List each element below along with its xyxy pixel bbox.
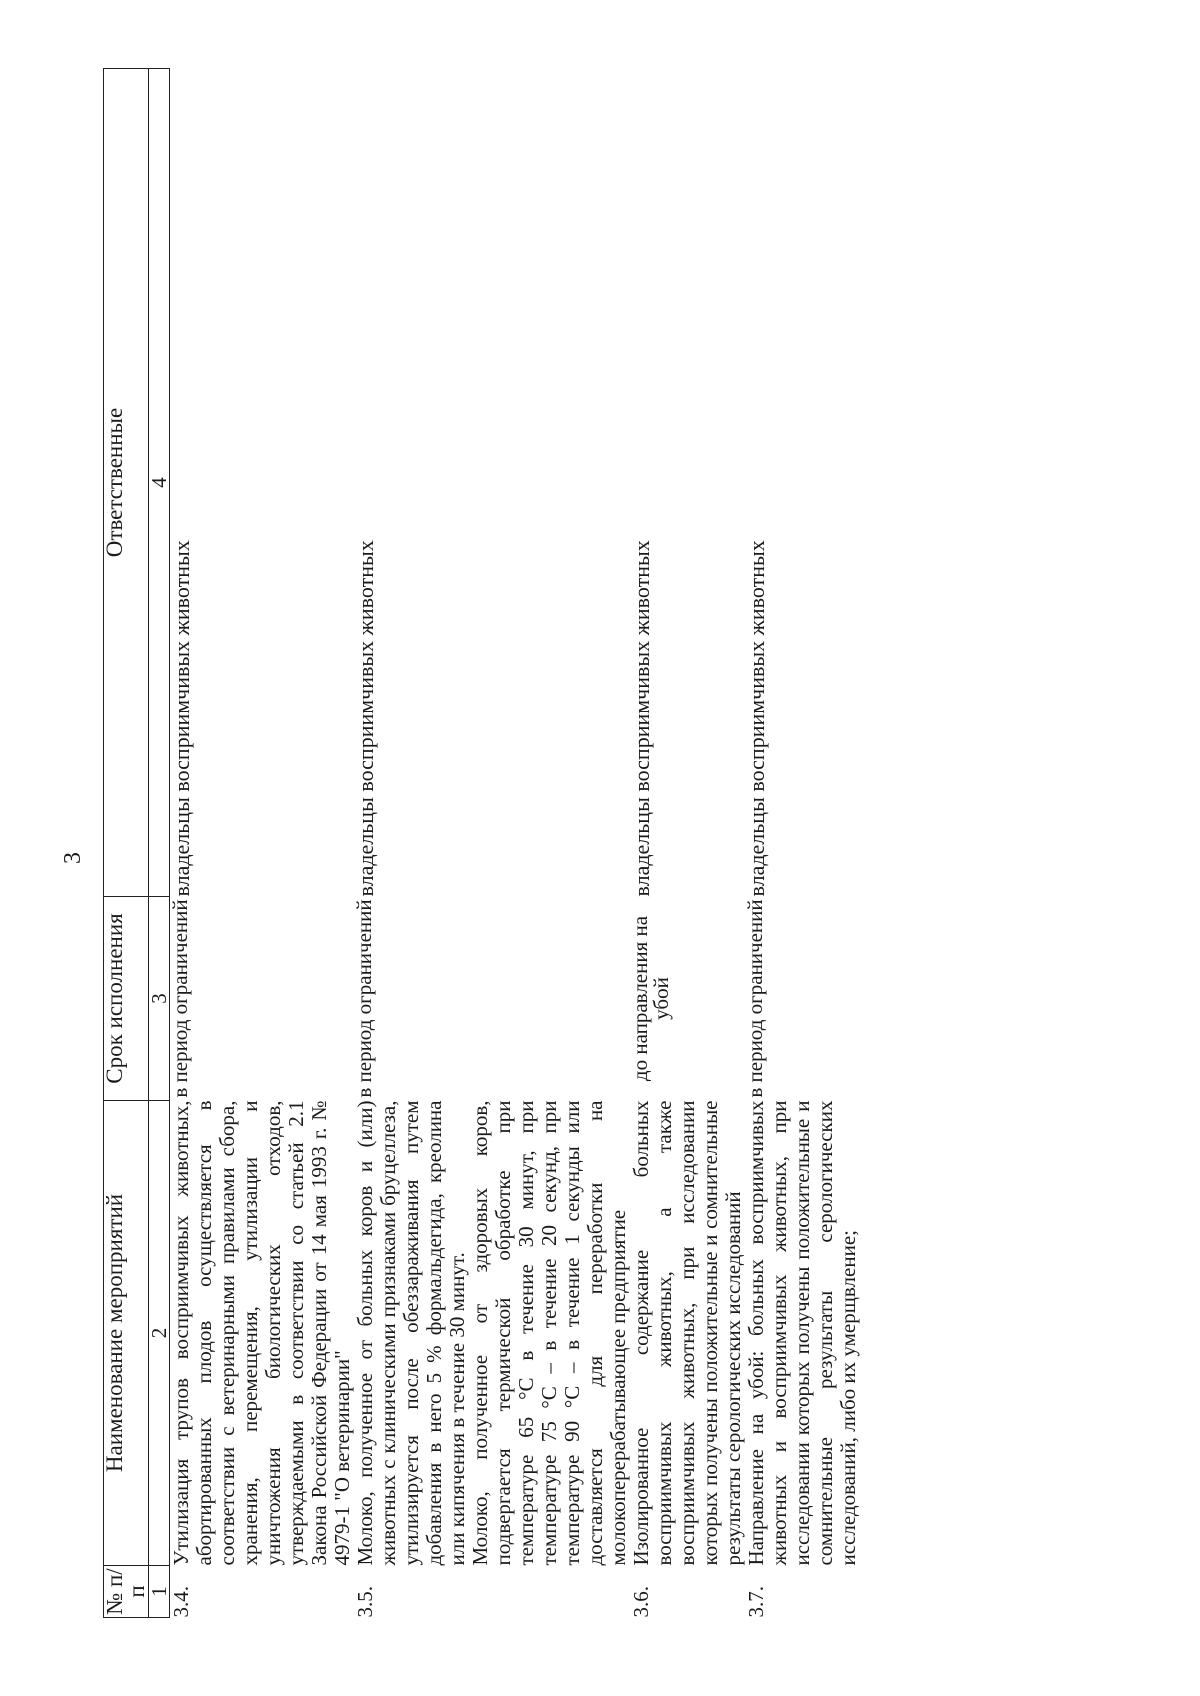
column-number: 3 (149, 897, 170, 1101)
header-term: Срок исполнения (104, 897, 149, 1101)
measure-term: в период ограничений (352, 899, 376, 1098)
table-row (354, 69, 630, 1618)
column-number: 1 (149, 1566, 170, 1618)
measure-text: Изолированное содержание больных восприимчивых животных, а также восприимчивых животных, при исследовании которых получены положительные и сомнительные результаты серологических исследований (629, 1100, 745, 1566)
measure-term: в период ограничений (168, 899, 192, 1098)
measure-text-extra: Молоко, полученное от здоровых коров, подвергается термической обработке при температуре 65 °С в течение 30 минут, при температуре 75 °С – в течение 20 секунд, при температуре 90 °С – в течение 1 секунды или доставляется для переработки на молокоперерабатывающее предприятие (468, 1100, 630, 1566)
measure-name (354, 1101, 630, 1566)
header-name: Наименование мероприятий (104, 1101, 149, 1566)
measures-table (103, 68, 860, 1618)
measure-term: в период ограничений (743, 899, 767, 1098)
page-number: 3 (60, 852, 86, 864)
row-number: 3.5. (353, 1586, 377, 1618)
measure-text: Направление на убой: больных восприимчивых животных и восприимчивых животных, при исследовании которых получены положительные и сомнительные результаты серологических исследований, либо их умерщвление; (744, 1100, 860, 1566)
measure-name (170, 1101, 355, 1566)
measure-text: Утилизация трупов восприимчивых животных, абортированных плодов осуществляется в соответствии с ветеринарными правилами сбора, хранения, перемещения, утилизации и уничтожения биологических отходов, утверждаемыми в соответствии со статьей 2.1 Закона Российской Федерации от 14 мая 1993 г. № 4979-1 "О ветеринарии" (169, 1100, 354, 1566)
row-number: 3.4. (169, 1586, 193, 1618)
measure-responsible: владельцы восприимчивых животных (353, 540, 378, 897)
header-num: № п/п (104, 1566, 149, 1618)
measure-responsible: владельцы восприимчивых животных (744, 540, 769, 897)
measure-responsible: владельцы восприимчивых животных (629, 540, 654, 897)
row-number: 3.7. (744, 1586, 768, 1618)
column-number: 4 (149, 69, 170, 897)
measure-name (745, 1101, 860, 1566)
table-row (630, 69, 745, 1618)
column-number: 2 (149, 1101, 170, 1566)
measure-text: Молоко, полученное от больных коров и (или) животных с клиническими признаками бруцеллеза, утилизируется после обеззараживания путем добавления в него 5 % формальдегида, креолина или кипячения в течение 30 минут. (353, 1100, 469, 1566)
header-responsible: Ответственные (104, 69, 149, 897)
measure-responsible: владельцы восприимчивых животных (169, 540, 194, 897)
table-header-row (104, 69, 149, 1618)
column-number-row (149, 69, 170, 1618)
table-row (170, 69, 355, 1618)
row-number: 3.6. (629, 1586, 653, 1618)
table-row (745, 69, 860, 1618)
measure-term: до направления на убой (628, 915, 673, 1082)
measure-name (630, 1101, 745, 1566)
